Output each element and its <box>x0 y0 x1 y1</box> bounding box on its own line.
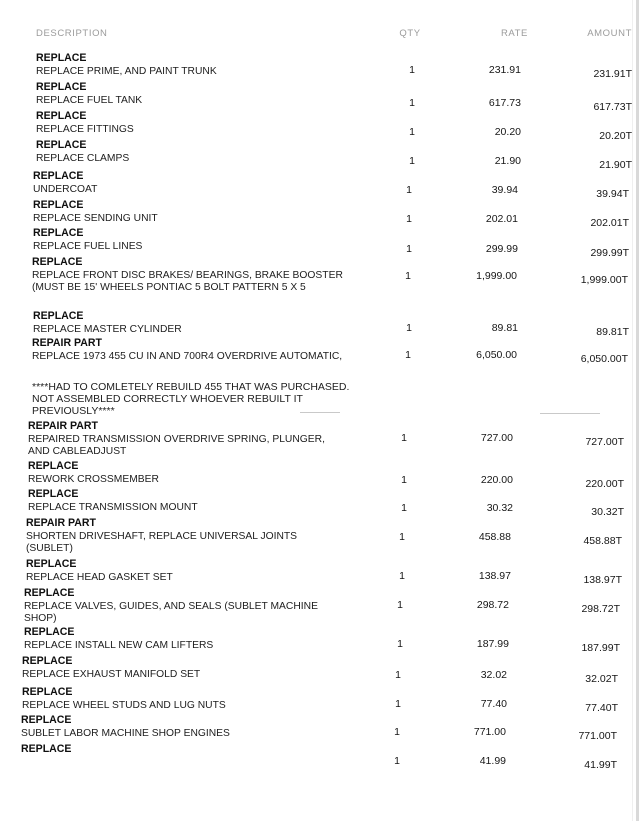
item-rate: 6,050.00 <box>476 349 517 361</box>
item-description: REPLACE MASTER CYLINDER <box>33 323 182 335</box>
item-amount: 1,999.00T <box>580 274 628 286</box>
item-qty: 1 <box>397 638 403 650</box>
item-description: REWORK CROSSMEMBER <box>28 473 159 485</box>
item-rate: 187.99 <box>476 638 509 650</box>
item-description: REPLACE FUEL LINES <box>33 240 143 252</box>
item-rate: 298.72 <box>476 599 509 611</box>
item-amount: 77.40T <box>585 702 618 714</box>
header-amount: AMOUNT <box>587 28 632 39</box>
header-description: DESCRIPTION <box>36 28 108 39</box>
item-amount: 20.20T <box>599 130 632 142</box>
item-title: REPLACE <box>21 714 72 726</box>
scan-artifact <box>300 412 340 413</box>
item-title: REPLACE <box>33 227 84 239</box>
item-rate: 727.00 <box>480 432 513 444</box>
item-qty: 1 <box>406 243 412 255</box>
item-amount: 727.00T <box>585 436 624 448</box>
item-amount: 299.99T <box>590 247 629 259</box>
scan-artifact <box>540 413 600 414</box>
item-description: REPLACE CLAMPS <box>36 152 130 164</box>
item-description: SUBLET LABOR MACHINE SHOP ENGINES <box>21 727 230 739</box>
item-amount: 30.32T <box>591 506 624 518</box>
item-note: ****HAD TO COMLETELY REBUILD 455 THAT WAS PURCHASED. NOT ASSEMBLED CORRECTLY WHOEVER REBUILT IT PREVIOUSLY**** <box>32 381 350 417</box>
item-title: REPLACE <box>24 587 75 599</box>
item-amount: 6,050.00T <box>580 353 628 365</box>
item-amount: 617.73T <box>593 101 632 113</box>
item-amount: 138.97T <box>583 574 622 586</box>
item-qty: 1 <box>401 432 407 444</box>
item-description: REPLACE PRIME, AND PAINT TRUNK <box>36 65 217 77</box>
item-title: REPAIR PART <box>28 420 99 432</box>
item-rate: 39.94 <box>491 184 518 196</box>
item-title: REPLACE <box>33 310 84 322</box>
item-description: REPLACE FRONT DISC BRAKES/ BEARINGS, BRAKE BOOSTER (MUST BE 15' WHEELS PONTIAC 5 BOLT PATTERN 5 X 5 <box>32 269 343 293</box>
item-amount: 220.00T <box>585 478 624 490</box>
item-title: REPLACE <box>28 488 79 500</box>
item-amount: 298.72T <box>581 603 620 615</box>
item-qty: 1 <box>399 570 405 582</box>
item-rate: 617.73 <box>488 97 521 109</box>
item-amount: 771.00T <box>578 730 617 742</box>
item-title: REPLACE <box>21 743 72 755</box>
header-rate: RATE <box>500 28 528 39</box>
item-qty: 1 <box>409 126 415 138</box>
item-description: REPAIRED TRANSMISSION OVERDRIVE SPRING, PLUNGER, AND CABLEADJUST <box>28 433 325 457</box>
item-rate: 41.99 <box>479 755 506 767</box>
item-qty: 1 <box>397 599 403 611</box>
item-amount: 202.01T <box>590 217 629 229</box>
item-rate: 458.88 <box>478 531 511 543</box>
item-amount: 89.81T <box>596 326 629 338</box>
item-description: REPLACE VALVES, GUIDES, AND SEALS (SUBLET MACHINE SHOP) <box>24 600 318 624</box>
item-amount: 231.91T <box>593 68 632 80</box>
item-rate: 138.97 <box>478 570 511 582</box>
item-rate: 77.40 <box>480 698 507 710</box>
item-title: REPLACE <box>24 626 75 638</box>
item-title: REPLACE <box>36 52 87 64</box>
item-qty: 1 <box>406 322 412 334</box>
item-qty: 1 <box>395 698 401 710</box>
item-qty: 1 <box>394 726 400 738</box>
item-title: REPLACE <box>36 139 87 151</box>
item-rate: 1,999.00 <box>476 270 517 282</box>
item-title: REPLACE <box>26 558 77 570</box>
item-description: SHORTEN DRIVESHAFT, REPLACE UNIVERSAL JOINTS (SUBLET) <box>26 530 298 554</box>
item-description: REPLACE SENDING UNIT <box>33 212 158 224</box>
item-title: REPAIR PART <box>32 337 103 349</box>
item-title: REPLACE <box>36 81 87 93</box>
item-amount: 39.94T <box>596 188 629 200</box>
item-amount: 458.88T <box>583 535 622 547</box>
item-title: REPLACE <box>28 460 79 472</box>
item-qty: 1 <box>405 349 411 361</box>
item-rate: 771.00 <box>473 726 506 738</box>
item-description: UNDERCOAT <box>33 183 98 195</box>
item-description: REPLACE FUEL TANK <box>36 94 143 106</box>
item-qty: 1 <box>399 531 405 543</box>
item-qty: 1 <box>409 155 415 167</box>
item-amount: 21.90T <box>599 159 632 171</box>
item-rate: 89.81 <box>491 322 518 334</box>
item-title: REPAIR PART <box>26 517 97 529</box>
item-description: REPLACE WHEEL STUDS AND LUG NUTS <box>22 699 226 711</box>
item-description: REPLACE INSTALL NEW CAM LIFTERS <box>24 639 214 651</box>
item-title: REPLACE <box>32 256 83 268</box>
item-qty: 1 <box>395 669 401 681</box>
item-description: REPLACE HEAD GASKET SET <box>26 571 173 583</box>
item-qty: 1 <box>409 64 415 76</box>
item-description: REPLACE EXHAUST MANIFOLD SET <box>22 668 201 680</box>
item-rate: 299.99 <box>485 243 518 255</box>
item-description: REPLACE FITTINGS <box>36 123 134 135</box>
header-qty: QTY <box>399 28 421 39</box>
item-rate: 202.01 <box>485 213 518 225</box>
item-description: REPLACE TRANSMISSION MOUNT <box>28 501 198 513</box>
item-amount: 187.99T <box>581 642 620 654</box>
item-amount: 32.02T <box>585 673 618 685</box>
item-rate: 220.00 <box>480 474 513 486</box>
item-rate: 20.20 <box>494 126 521 138</box>
item-rate: 21.90 <box>494 155 521 167</box>
item-rate: 231.91 <box>488 64 521 76</box>
item-title: REPLACE <box>33 199 84 211</box>
item-title: REPLACE <box>22 655 73 667</box>
item-qty: 1 <box>406 184 412 196</box>
item-qty: 1 <box>405 270 411 282</box>
item-qty: 1 <box>409 97 415 109</box>
item-qty: 1 <box>394 755 400 767</box>
item-title: REPLACE <box>36 110 87 122</box>
item-qty: 1 <box>401 474 407 486</box>
item-rate: 32.02 <box>480 669 507 681</box>
item-title: REPLACE <box>22 686 73 698</box>
item-rate: 30.32 <box>486 502 513 514</box>
item-title: REPLACE <box>33 170 84 182</box>
item-description: REPLACE 1973 455 CU IN AND 700R4 OVERDRIVE AUTOMATIC, <box>32 350 343 362</box>
item-qty: 1 <box>406 213 412 225</box>
item-qty: 1 <box>401 502 407 514</box>
item-amount: 41.99T <box>584 759 617 771</box>
